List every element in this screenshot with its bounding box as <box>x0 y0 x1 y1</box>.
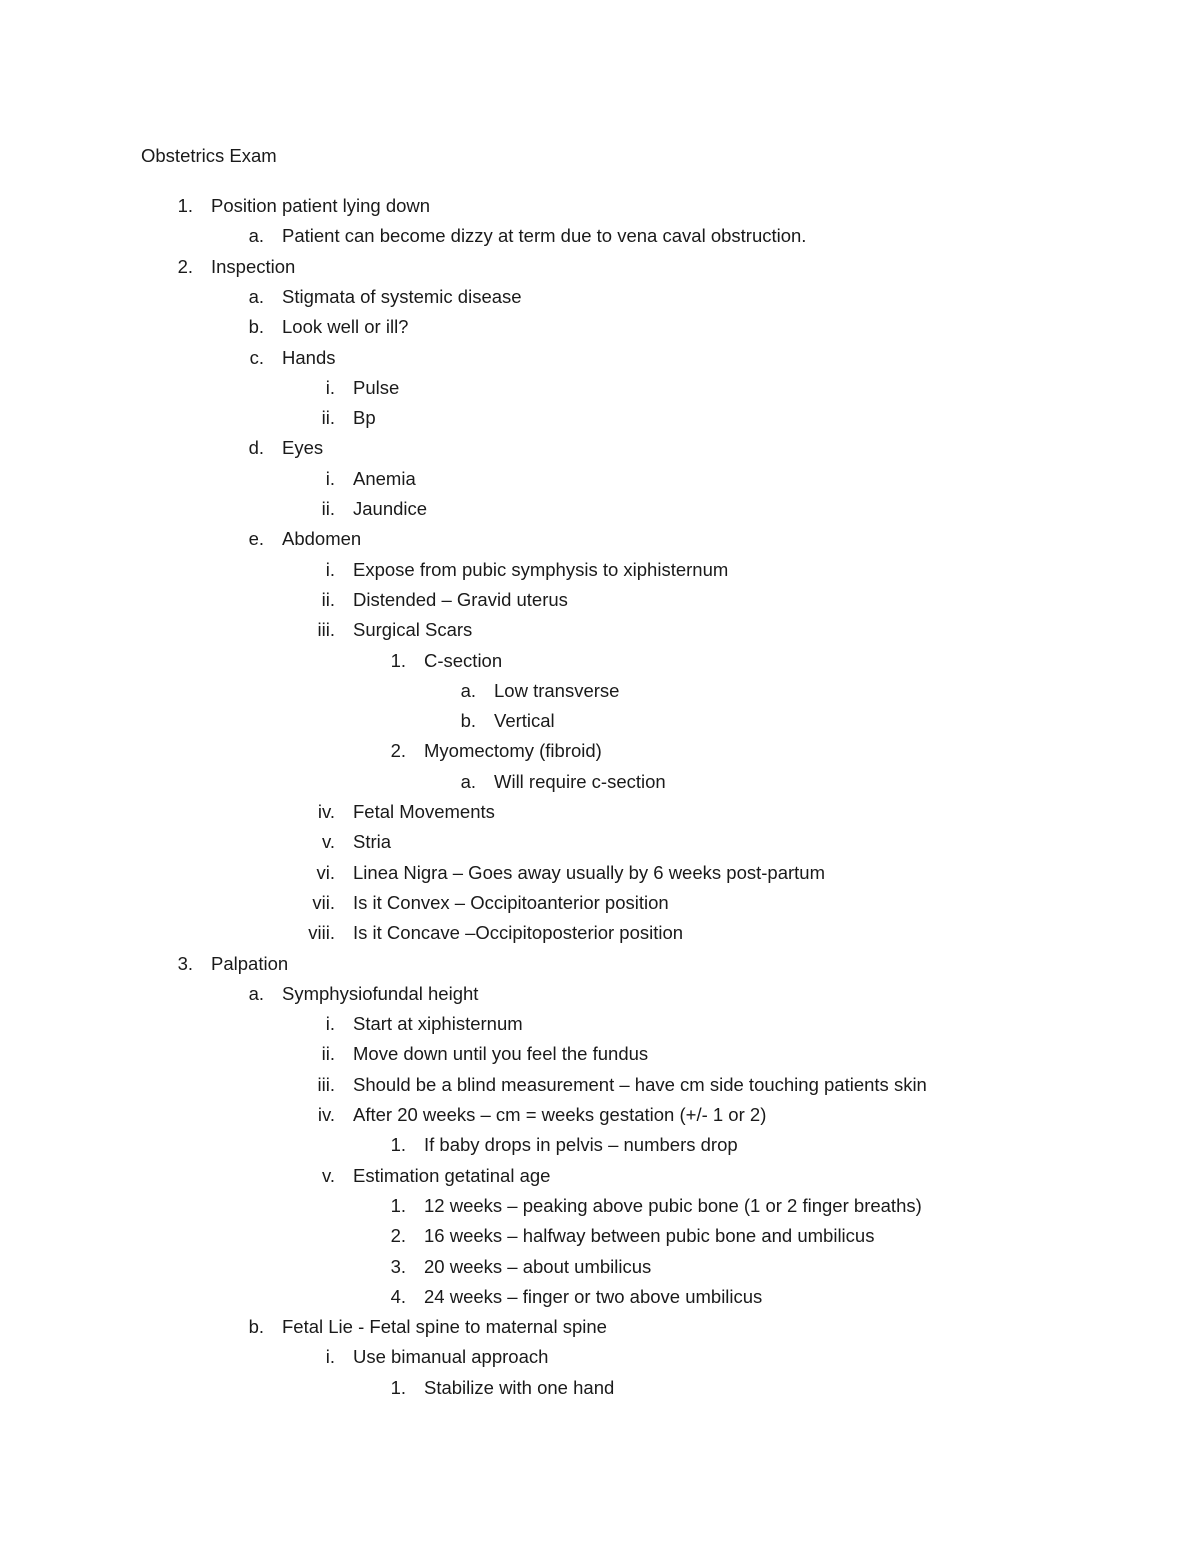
list-item-text: Estimation getatinal age <box>353 1165 551 1186</box>
list-marker: i. <box>325 559 335 580</box>
list-item-text: Stigmata of systemic disease <box>282 286 522 307</box>
list-item-text: Stabilize with one hand <box>424 1377 615 1398</box>
list-marker: a. <box>460 680 476 701</box>
list-item-text: 20 weeks – about umbilicus <box>424 1256 652 1277</box>
list-marker: iv. <box>317 801 335 822</box>
list-marker: a. <box>248 286 264 307</box>
list-item-text: Abdomen <box>282 528 362 549</box>
list-marker: a. <box>248 225 264 246</box>
list-item-text: Anemia <box>353 468 416 489</box>
list-marker: c. <box>249 347 264 368</box>
list-item-text: 16 weeks – halfway between pubic bone and umbilicus <box>424 1225 875 1246</box>
list-item-text: Is it Concave –Occipitoposterior position <box>353 922 684 943</box>
list-marker: a. <box>460 771 476 792</box>
list-item-text: Start at xiphisternum <box>353 1013 523 1034</box>
list-item-text: Myomectomy (fibroid) <box>424 740 602 761</box>
list-item-text: Should be a blind measurement – have cm side touching patients skin <box>353 1074 927 1095</box>
list-item-text: Is it Convex – Occipitoanterior position <box>353 892 669 913</box>
list-item-text: Surgical Scars <box>353 619 473 640</box>
list-item-text: Patient can become dizzy at term due to vena caval obstruction. <box>282 225 807 246</box>
list-marker: d. <box>248 437 264 458</box>
list-item-text: Jaundice <box>353 498 428 519</box>
list-marker: 1. <box>390 1377 406 1398</box>
list-marker: v. <box>321 1165 335 1186</box>
list-item-text: Move down until you feel the fundus <box>353 1043 649 1064</box>
list-item-text: Use bimanual approach <box>353 1346 549 1367</box>
list-marker: 1. <box>390 1195 406 1216</box>
list-marker: ii. <box>321 407 335 428</box>
document-title: Obstetrics Exam <box>141 145 277 166</box>
list-item-text: 12 weeks – peaking above pubic bone (1 or 2 finger breaths) <box>424 1195 922 1216</box>
list-item-text: Symphysiofundal height <box>282 983 479 1004</box>
list-item-text: If baby drops in pelvis – numbers drop <box>424 1134 738 1155</box>
list-item-text: Look well or ill? <box>282 316 409 337</box>
list-marker: e. <box>248 528 264 549</box>
list-marker: i. <box>325 468 335 489</box>
list-item-text: Will require c-section <box>494 771 666 792</box>
list-item-text: Stria <box>353 831 392 852</box>
list-item-text: Low transverse <box>494 680 620 701</box>
list-item-text: Fetal Lie - Fetal spine to maternal spine <box>282 1316 607 1337</box>
list-item-text: Hands <box>282 347 336 368</box>
list-marker: i. <box>325 1346 335 1367</box>
list-marker: 3. <box>390 1256 406 1277</box>
list-item-text: After 20 weeks – cm = weeks gestation (+/- 1 or 2) <box>353 1104 767 1125</box>
list-marker: 1. <box>390 1134 406 1155</box>
list-marker: iii. <box>317 1074 335 1095</box>
list-item-text: Position patient lying down <box>211 195 431 216</box>
list-item-text: Distended – Gravid uterus <box>353 589 568 610</box>
list-item-text: Eyes <box>282 437 324 458</box>
list-marker: iv. <box>317 1104 335 1125</box>
list-item-text: Pulse <box>353 377 400 398</box>
list-marker: ii. <box>321 498 335 519</box>
list-item-text: C-section <box>424 650 503 671</box>
list-marker: ii. <box>321 589 335 610</box>
list-marker: b. <box>460 710 476 731</box>
list-item-text: 24 weeks – finger or two above umbilicus <box>424 1286 763 1307</box>
list-marker: 1. <box>390 650 406 671</box>
list-marker: i. <box>325 377 335 398</box>
list-marker: a. <box>248 983 264 1004</box>
list-marker: i. <box>325 1013 335 1034</box>
list-marker: viii. <box>308 922 335 943</box>
list-marker: b. <box>248 316 264 337</box>
list-item-text: Expose from pubic symphysis to xiphisternum <box>353 559 729 580</box>
list-item-text: Fetal Movements <box>353 801 495 822</box>
list-marker: vi. <box>316 862 335 883</box>
list-marker: 4. <box>390 1286 406 1307</box>
list-item-text: Palpation <box>211 953 289 974</box>
list-item-text: Vertical <box>494 710 555 731</box>
list-item-text: Linea Nigra – Goes away usually by 6 weeks post-partum <box>353 862 825 883</box>
list-marker: vii. <box>312 892 335 913</box>
list-marker: b. <box>248 1316 264 1337</box>
list-item-text: Bp <box>353 407 376 428</box>
list-marker: 2. <box>390 740 406 761</box>
list-marker: 1. <box>177 195 193 216</box>
list-marker: v. <box>321 831 335 852</box>
list-marker: ii. <box>321 1043 335 1064</box>
list-marker: iii. <box>317 619 335 640</box>
list-marker: 2. <box>177 256 193 277</box>
list-marker: 3. <box>177 953 193 974</box>
list-item-text: Inspection <box>211 256 296 277</box>
list-marker: 2. <box>390 1225 406 1246</box>
